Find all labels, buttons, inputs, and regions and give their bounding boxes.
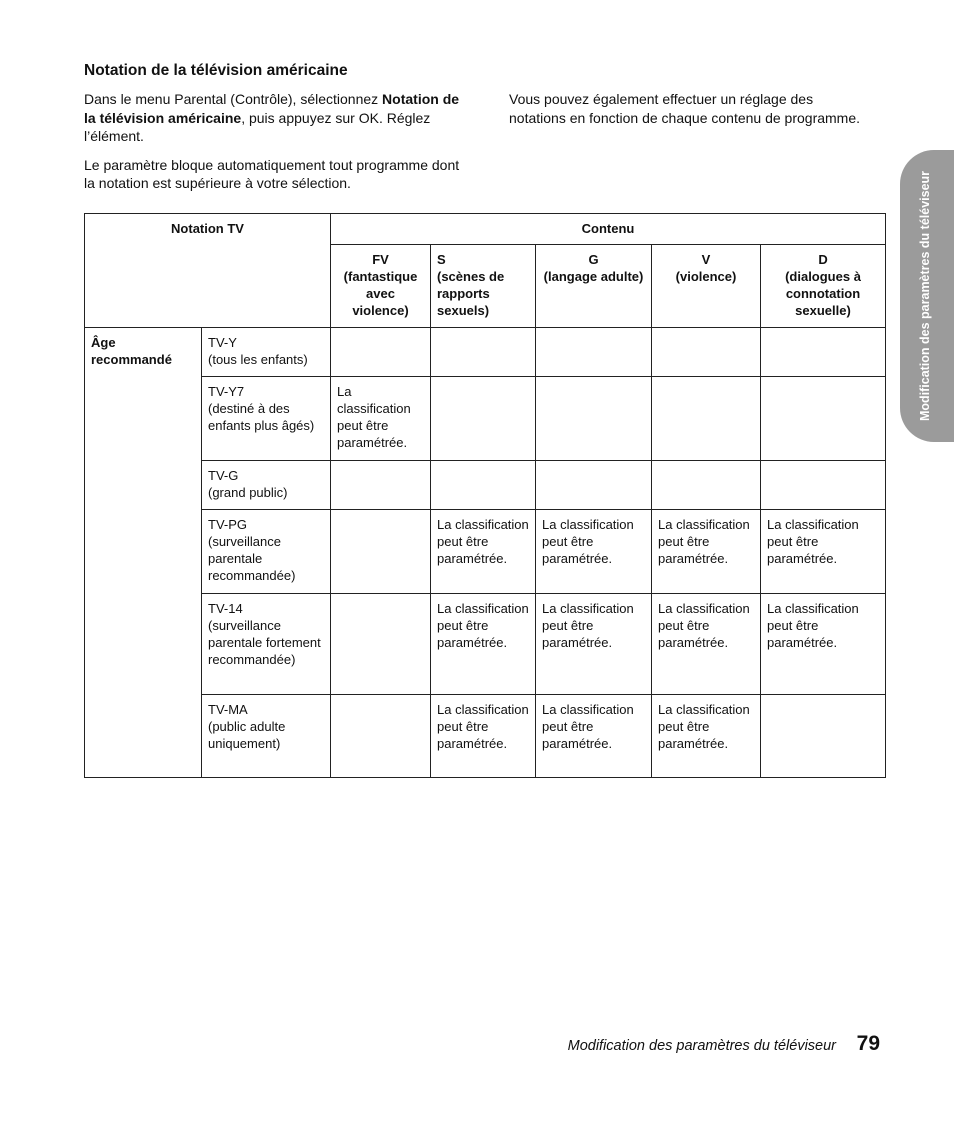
content-cell [761,695,886,778]
intro-paragraph-3: Vous pouvez également effectuer un réglage des notations en fonction de chaque contenu de programme. [509,91,861,126]
rating-code: TV-14 [208,601,243,616]
intro-right-column [509,90,869,137]
intro-paragraph-1: Dans le menu Parental (Contrôle), sélectionnez Notation de la télévision américaine, puis appuyez sur OK. Réglez l’élément. [84,91,460,144]
rating-cell-tv-y7 [202,377,331,461]
rating-description: (surveillance parentale recommandée) [208,534,296,583]
content-cell [652,461,761,510]
category-code: D [818,252,828,267]
content-cell [431,328,536,377]
running-footer-title: Modification des paramètres du téléviseur [567,1038,836,1054]
content-cell: La classification peut être paramétrée. [431,594,536,695]
category-description: (scènes de rapports sexuels) [437,269,505,318]
content-cell: La classification peut être paramétrée. [536,594,652,695]
chapter-side-tab-label: Modification des paramètres du téléviseur [918,170,932,422]
rating-code: TV-PG [208,517,248,532]
rating-code: TV-MA [208,702,248,717]
page-number: 79 [856,1032,880,1055]
category-description: (fantastique avec violence) [343,269,418,318]
content-cell [331,461,431,510]
table-row [85,695,886,778]
content-cell [331,594,431,695]
content-cell [652,377,761,461]
content-cell: La classification peut être paramétrée. [652,695,761,778]
content-cell: La classification peut être paramétrée. [431,695,536,778]
rating-description: (destiné à des enfants plus âgés) [208,401,315,433]
table-row [85,510,886,594]
rating-code: TV-G [208,468,239,483]
category-header-v [652,245,761,328]
ratings-body [85,328,886,778]
intro-paragraph-2: Le paramètre bloque automatiquement tout programme dont la notation est supérieure à votre sélection. [84,156,460,191]
content-cell [536,461,652,510]
category-header-s [431,245,536,328]
category-description: (violence) [675,269,737,284]
category-code: FV [372,252,389,267]
section-title: Notation de la télévision américaine [84,62,348,79]
content-cell: La classification peut être paramétrée. [761,510,886,594]
category-code: G [588,252,599,267]
content-cell: La classification peut être paramétrée. [431,510,536,594]
category-header-d [761,245,886,328]
content-cell: La classification peut être paramétrée. [536,695,652,778]
rating-cell-tv-pg [202,510,331,594]
content-cell [331,328,431,377]
menu-item-emphasis: Notation de la télévision américaine [84,91,460,126]
tv-ratings-table [84,213,886,778]
content-cell [331,510,431,594]
table-row [85,328,886,377]
content-cell: La classification peut être paramétrée. [331,377,431,461]
category-code: V [701,252,711,267]
rating-cell-tv-g [202,461,331,510]
header-contenu: Contenu [331,214,886,245]
content-cell [536,328,652,377]
content-cell [431,377,536,461]
rating-description: (grand public) [208,485,288,500]
table-row [85,461,886,510]
content-cell: La classification peut être paramétrée. [652,510,761,594]
content-cell [431,461,536,510]
content-cell [761,328,886,377]
content-cell: La classification peut être paramétrée. [761,594,886,695]
header-notation-tv: Notation TV [85,214,331,328]
content-cell [761,377,886,461]
rating-cell-tv-ma [202,695,331,778]
category-description: (dialogues à connotation sexuelle) [785,269,861,318]
content-cell [652,328,761,377]
age-recommended-label: Âge recommandé [85,328,202,778]
category-header-fv [331,245,431,328]
rating-description: (surveillance parentale fortement recommandée) [208,618,321,667]
rating-description: (public adulte uniquement) [208,719,286,751]
content-cell [331,695,431,778]
rating-cell-tv-14 [202,594,331,695]
category-description: (langage adulte) [543,269,644,284]
rating-description: (tous les enfants) [208,352,308,367]
table-row [85,377,886,461]
content-cell: La classification peut être paramétrée. [652,594,761,695]
rating-code: TV-Y7 [208,384,245,399]
content-cell: La classification peut être paramétrée. [536,510,652,594]
category-header-g [536,245,652,328]
content-cell [761,461,886,510]
content-cell [536,377,652,461]
rating-code: TV-Y [208,335,237,350]
category-code: S [437,252,446,267]
rating-cell-tv-y [202,328,331,377]
intro-left-column [84,90,464,203]
table-row [85,594,886,695]
